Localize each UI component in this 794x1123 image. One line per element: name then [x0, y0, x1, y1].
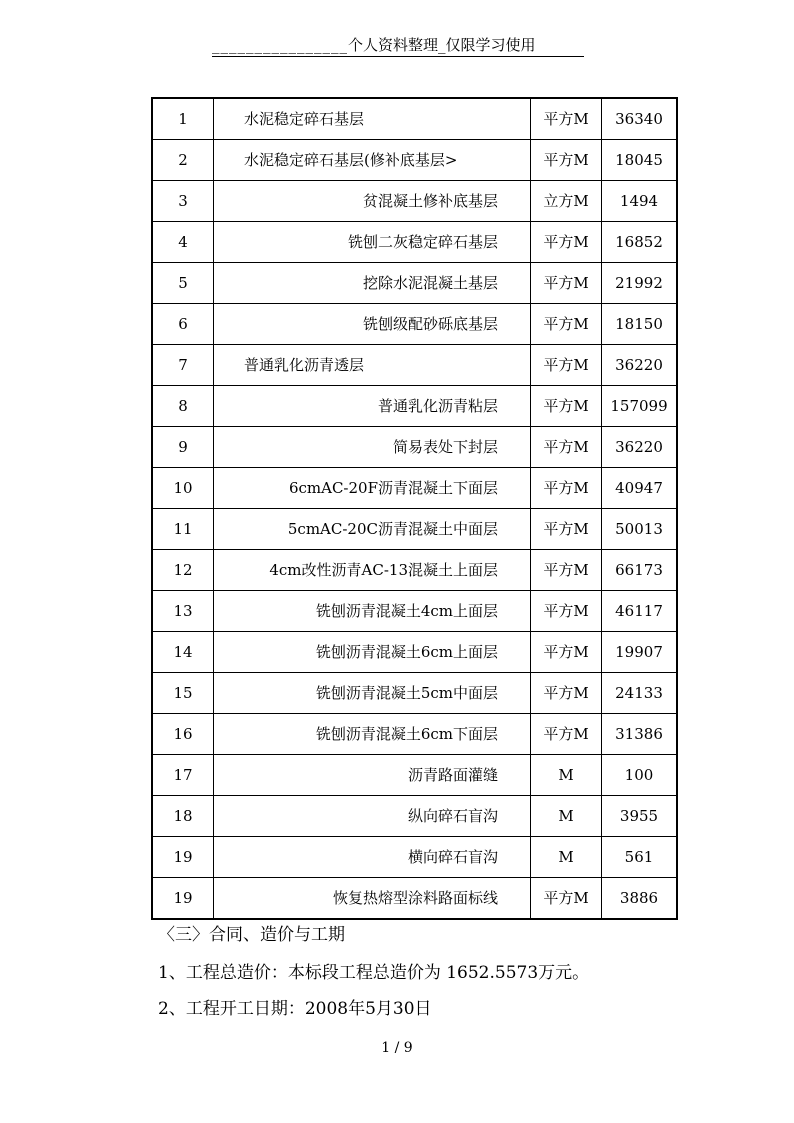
- item-name: 铣刨沥青混凝土4cm上面层: [214, 591, 531, 632]
- item-quantity: 46117: [602, 591, 678, 632]
- row-number: 4: [152, 222, 214, 263]
- item-name: 恢复热熔型涂料路面标线: [214, 878, 531, 920]
- item-unit: 平方M: [531, 714, 602, 755]
- table-row: [152, 386, 677, 427]
- item-unit: 平方M: [531, 140, 602, 181]
- item-unit: 立方M: [531, 181, 602, 222]
- item-name: 铣刨级配砂砾底基层: [214, 304, 531, 345]
- table-row: [152, 632, 677, 673]
- item-name: 水泥稳定碎石基层: [214, 98, 531, 140]
- table-row: [152, 468, 677, 509]
- row-number: 10: [152, 468, 214, 509]
- page-number: 1 / 9: [381, 1040, 413, 1056]
- item-name: 铣刨沥青混凝土5cm中面层: [214, 673, 531, 714]
- row-number: 15: [152, 673, 214, 714]
- item-quantity: 36220: [602, 345, 678, 386]
- item-quantity: 16852: [602, 222, 678, 263]
- item-unit: 平方M: [531, 632, 602, 673]
- row-number: 8: [152, 386, 214, 427]
- row-number: 11: [152, 509, 214, 550]
- quantity-table-body: [152, 98, 677, 919]
- item-unit: 平方M: [531, 878, 602, 920]
- row-number: 5: [152, 263, 214, 304]
- item-quantity: 24133: [602, 673, 678, 714]
- row-number: 13: [152, 591, 214, 632]
- item-quantity: 31386: [602, 714, 678, 755]
- item-name: 简易表处下封层: [214, 427, 531, 468]
- item-quantity: 3886: [602, 878, 678, 920]
- item-name: 水泥稳定碎石基层(修补底基层>: [214, 140, 531, 181]
- row-number: 18: [152, 796, 214, 837]
- table-row: [152, 550, 677, 591]
- row-number: 19: [152, 878, 214, 920]
- item-quantity: 36220: [602, 427, 678, 468]
- table-row: [152, 222, 677, 263]
- item-unit: 平方M: [531, 386, 602, 427]
- item-unit: 平方M: [531, 345, 602, 386]
- table-row: [152, 878, 677, 920]
- row-number: 14: [152, 632, 214, 673]
- item-quantity: 3955: [602, 796, 678, 837]
- item-quantity: 21992: [602, 263, 678, 304]
- item-quantity: 157099: [602, 386, 678, 427]
- table-row: [152, 345, 677, 386]
- table-row: [152, 755, 677, 796]
- item-quantity: 66173: [602, 550, 678, 591]
- start-date-paragraph: 2、工程开工日期：2008年5月30日: [158, 999, 432, 1019]
- item-name: 铣刨沥青混凝土6cm下面层: [214, 714, 531, 755]
- table-row: [152, 796, 677, 837]
- item-quantity: 36340: [602, 98, 678, 140]
- row-number: 1: [152, 98, 214, 140]
- table-row: [152, 509, 677, 550]
- item-name: 普通乳化沥青粘层: [214, 386, 531, 427]
- item-quantity: 19907: [602, 632, 678, 673]
- row-number: 2: [152, 140, 214, 181]
- table-row: [152, 140, 677, 181]
- item-name: 铣刨二灰稳定碎石基层: [214, 222, 531, 263]
- table-row: [152, 181, 677, 222]
- item-name: 纵向碎石盲沟: [214, 796, 531, 837]
- table-row: [152, 591, 677, 632]
- table-row: [152, 427, 677, 468]
- item-quantity: 50013: [602, 509, 678, 550]
- item-unit: 平方M: [531, 98, 602, 140]
- item-quantity: 561: [602, 837, 678, 878]
- header-underline: [212, 56, 584, 57]
- item-unit: 平方M: [531, 427, 602, 468]
- item-unit: 平方M: [531, 591, 602, 632]
- row-number: 6: [152, 304, 214, 345]
- item-unit: 平方M: [531, 304, 602, 345]
- item-name: 贫混凝土修补底基层: [214, 181, 531, 222]
- item-name: 4cm改性沥青AC-13混凝土上面层: [214, 550, 531, 591]
- page-header: [212, 34, 584, 55]
- row-number: 16: [152, 714, 214, 755]
- item-unit: 平方M: [531, 468, 602, 509]
- row-number: 9: [152, 427, 214, 468]
- total-cost-paragraph: 1、工程总造价：本标段工程总造价为 1652.5573万元。: [158, 963, 590, 983]
- item-name: 横向碎石盲沟: [214, 837, 531, 878]
- row-number: 19: [152, 837, 214, 878]
- item-unit: 平方M: [531, 509, 602, 550]
- item-unit: 平方M: [531, 222, 602, 263]
- item-quantity: 40947: [602, 468, 678, 509]
- item-unit: M: [531, 796, 602, 837]
- item-quantity: 18045: [602, 140, 678, 181]
- item-name: 挖除水泥混凝土基层: [214, 263, 531, 304]
- table-row: [152, 673, 677, 714]
- item-name: 6cmAC-20F沥青混凝土下面层: [214, 468, 531, 509]
- item-quantity: 100: [602, 755, 678, 796]
- quantity-table: [151, 97, 678, 920]
- item-name: 5cmAC-20C沥青混凝土中面层: [214, 509, 531, 550]
- item-quantity: 18150: [602, 304, 678, 345]
- item-unit: M: [531, 837, 602, 878]
- item-name: 铣刨沥青混凝土6cm上面层: [214, 632, 531, 673]
- item-quantity: 1494: [602, 181, 678, 222]
- row-number: 12: [152, 550, 214, 591]
- table-row: [152, 98, 677, 140]
- item-unit: 平方M: [531, 673, 602, 714]
- table-row: [152, 714, 677, 755]
- item-unit: 平方M: [531, 550, 602, 591]
- item-name: 普通乳化沥青透层: [214, 345, 531, 386]
- table-row: [152, 304, 677, 345]
- header-text: 个人资料整理_仅限学习使用: [348, 36, 536, 54]
- row-number: 17: [152, 755, 214, 796]
- row-number: 7: [152, 345, 214, 386]
- row-number: 3: [152, 181, 214, 222]
- item-unit: 平方M: [531, 263, 602, 304]
- table-row: [152, 837, 677, 878]
- table-row: [152, 263, 677, 304]
- header-dashes: ________________: [212, 36, 348, 54]
- section-heading: 〈三〉合同、造价与工期: [158, 925, 345, 945]
- item-unit: M: [531, 755, 602, 796]
- item-name: 沥青路面灌缝: [214, 755, 531, 796]
